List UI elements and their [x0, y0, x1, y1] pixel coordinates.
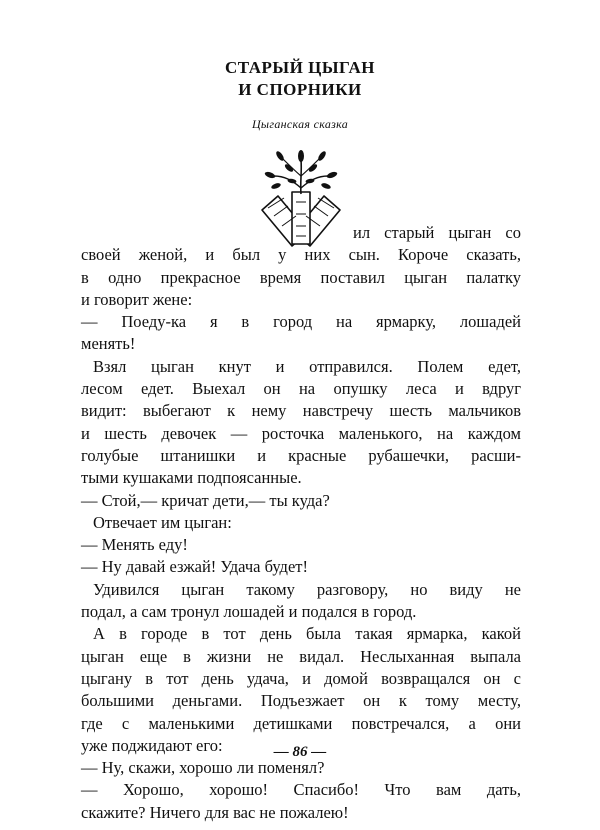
text-line: Отвечает им цыган: — [93, 512, 232, 532]
text-line: — Поеду-ка я в город на ярмарку, лошадей — [81, 312, 521, 332]
text-line: скажите? Ничего для вас не пожалею! — [81, 802, 349, 822]
text-line: голубые штанишки и красные рубашечки, расши- — [81, 445, 521, 465]
text-line: Удивился цыган такому разговору, но виду не — [93, 579, 521, 599]
page-number: — 86 — — [273, 744, 327, 760]
story-text — [81, 222, 521, 824]
text-line: — Стой,— кричат дети,— ты куда? — [81, 490, 330, 510]
text-line: тыми кушаками подпоясанные. — [81, 468, 302, 488]
text-line: — Менять еду! — [81, 535, 188, 555]
text-line: своей женой, и был у них сын. Короче сказать, — [81, 245, 521, 265]
text-line: — Хорошо, хорошо! Спасибо! Что вам дать, — [81, 780, 521, 800]
text-line: ил старый цыган со — [353, 223, 521, 242]
text-line: в одно прекрасное время поставил цыган палатку — [81, 267, 521, 287]
text-line: где с маленькими детишками повстречался, а они — [81, 713, 521, 733]
text-line: видит: выбегают к нему навстречу шесть мальчиков — [81, 401, 521, 421]
text-line: Взял цыган кнут и отправился. Полем едет, — [93, 356, 521, 376]
text-line: — Ну давай езжай! Удача будет! — [81, 557, 308, 577]
story-title-line-2: И СПОРНИКИ — [238, 80, 362, 99]
text-line: уже поджидают его: — [81, 735, 223, 755]
text-line: лесом едет. Выехал он на опушку леса и вдруг — [81, 379, 521, 399]
text-line: А в городе в тот день была такая ярмарка, какой — [93, 624, 521, 644]
text-line: менять! — [81, 334, 136, 354]
text-line: и говорит жене: — [81, 289, 193, 309]
text-line: подал, а сам тронул лошадей и подался в город. — [81, 602, 417, 622]
text-line: — Ну, скажи, хорошо ли поменял? — [81, 758, 325, 778]
story-subtitle: Цыганская сказка — [251, 117, 349, 131]
text-line: цыган еще в жизни не видал. Неслыханная выпала — [81, 646, 521, 666]
text-line: и шесть девочек — росточка маленького, на каждом — [81, 423, 521, 443]
text-line: большими деньгами. Подъезжает он к тому месту, — [81, 691, 521, 711]
text-line: цыгану в тот день удача, и домой возвращался он с — [81, 668, 521, 688]
story-title-line-1: СТАРЫЙ ЦЫГАН — [225, 58, 375, 77]
